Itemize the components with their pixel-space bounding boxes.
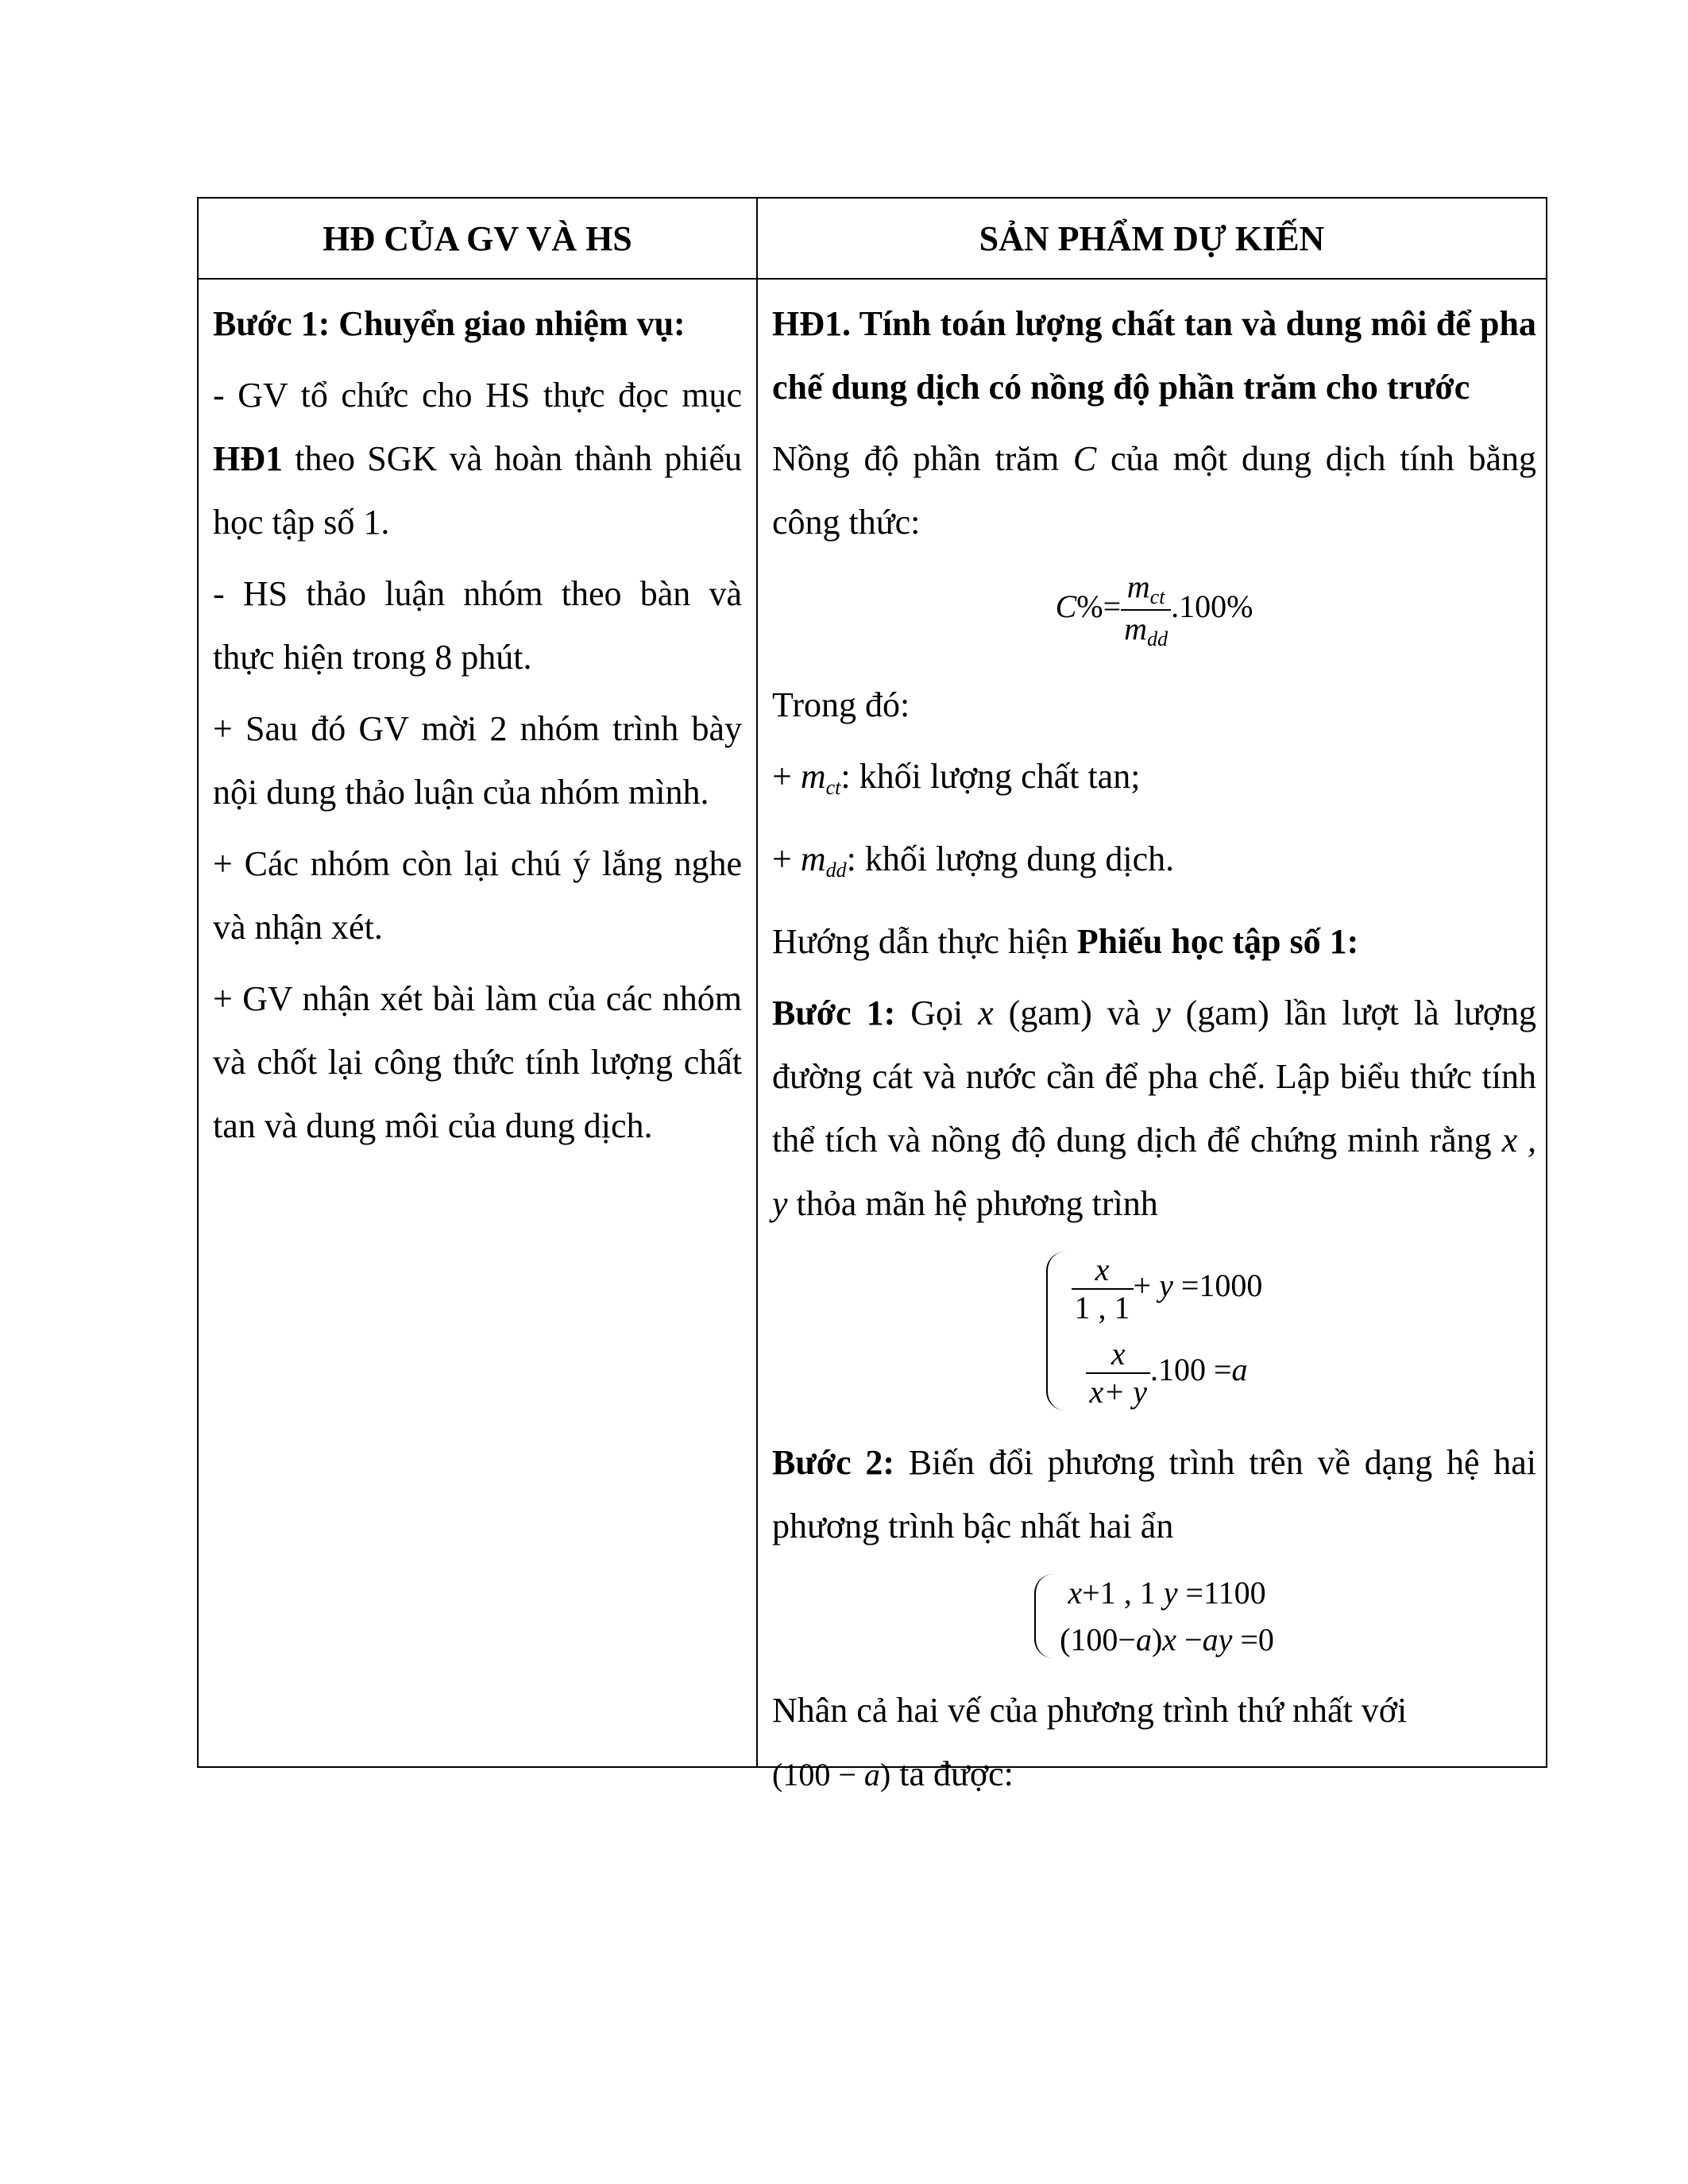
def1-text: : khối lượng chất tan;	[840, 756, 1141, 796]
multiply-paragraph	[772, 1679, 1536, 1807]
equation-system-1	[1046, 1252, 1263, 1410]
def2-sub: dd	[825, 858, 847, 882]
left-step1-title: Bước 1: Chuyển giao nhiệm vụ:	[213, 304, 686, 343]
intro-paragraph	[772, 427, 1536, 554]
intro-text-end: của một dung dịch tính bằng công thức:	[772, 439, 1536, 542]
formula-fraction	[1121, 569, 1171, 651]
formula-denominator: m	[1124, 610, 1148, 646]
step1-var-x: x	[978, 993, 994, 1032]
formula-lhs: C	[1055, 588, 1077, 625]
sys1-r2-num: x	[1111, 1335, 1126, 1372]
sys1-r1-plus: +	[1133, 1267, 1152, 1303]
left-p1-bold: HĐ1	[213, 439, 283, 478]
sys1-r1-num: x	[1095, 1251, 1110, 1287]
right-step1	[772, 982, 1536, 1236]
step1-text-a: Gọi	[895, 993, 979, 1032]
guide-text: Hướng dẫn thực hiện	[772, 921, 1077, 961]
left-p1-text-end: theo SGK và hoàn thành phiếu học tập số 1.	[213, 439, 742, 542]
step2-label: Bước 2:	[772, 1442, 895, 1482]
system-2-row-2	[1060, 1621, 1274, 1658]
system-1-wrapper	[772, 1244, 1536, 1431]
step2-text: Biến đổi phương trình trên về dạng hệ hai phương trình bậc nhất hai ẩn	[772, 1442, 1537, 1545]
right-step2	[772, 1431, 1536, 1558]
sys1-frac-1	[1072, 1252, 1134, 1326]
guide-bold: Phiếu học tập số 1:	[1076, 921, 1359, 961]
activity-table	[197, 197, 1547, 1793]
step1-var-y: y	[1155, 993, 1171, 1032]
formula-denominator-sub: dd	[1147, 627, 1168, 650]
system-1-rows	[1072, 1252, 1263, 1410]
sys2-r1-end: =1100	[1177, 1574, 1266, 1611]
right-column	[772, 292, 1536, 1815]
left-paragraph-2: - HS thảo luận nhóm theo bàn và thực hiện trong 8 phút.	[213, 574, 742, 677]
def1-plus: +	[772, 756, 801, 796]
multiply-tail: ta được:	[890, 1754, 1014, 1793]
multiply-text: Nhân cả hai vế của phương trình thứ nhất với	[772, 1690, 1408, 1730]
header-right: SẢN PHẨM DỰ KIẾN	[979, 218, 1325, 258]
sys1-frac-2	[1086, 1336, 1150, 1410]
mult-num: 100 −	[782, 1756, 864, 1792]
guide-line	[772, 910, 1536, 974]
sys2-r2-num: 100−	[1070, 1621, 1136, 1657]
sys1-r1-eq: =1000	[1172, 1267, 1263, 1303]
step1-var-xy: x , y	[772, 1120, 1537, 1223]
step1-text-c: (gam) lần lượt là lượng đường cát và nước cần để pha chế. Lập biểu thức tính thể tích và nồng độ dung dịch để chứng minh rằng	[772, 993, 1536, 1160]
step1-label: Bước 1:	[772, 993, 896, 1032]
definition-mct	[772, 745, 1536, 820]
sys1-r2-tail: .100 =	[1149, 1351, 1232, 1387]
header-divider	[199, 278, 1546, 280]
system-2-wrapper	[772, 1566, 1536, 1679]
sys1-r1-y: y	[1151, 1267, 1173, 1303]
step1-text-d: thỏa mãn hệ phương trình	[787, 1183, 1158, 1223]
intro-text: Nồng độ phần trăm	[772, 439, 1073, 478]
multiply-expression	[772, 1757, 890, 1792]
hd1-title: HĐ1. Tính toán lượng chất tan và dung môi để pha chế dung dịch có nồng độ phần trăm cho trước	[772, 304, 1536, 407]
sys2-r1-x: x	[1068, 1574, 1083, 1611]
def1-sub: ct	[825, 775, 841, 799]
sys1-r2-a: a	[1231, 1351, 1248, 1387]
equation-system-2	[1034, 1574, 1274, 1658]
mult-a: a	[863, 1756, 880, 1792]
step1-text-b: (gam) và	[993, 993, 1156, 1032]
system-1-brace	[1046, 1252, 1065, 1410]
formula-tail: .100%	[1171, 588, 1253, 625]
def1-var: m	[800, 756, 826, 796]
sys2-r2-minus: −	[1176, 1621, 1203, 1657]
system-2-row-1	[1060, 1574, 1274, 1611]
trong-do: Trong đó:	[772, 685, 910, 724]
sys1-r1-den: 1 , 1	[1072, 1288, 1134, 1326]
header-left: HĐ CỦA GV VÀ HS	[323, 218, 632, 258]
left-p1-text: - GV tổ chức cho HS thực đọc mục	[213, 376, 742, 415]
formula-numerator: m	[1126, 569, 1150, 604]
formula-numerator-sub: ct	[1149, 585, 1165, 608]
system-2-rows	[1060, 1574, 1274, 1658]
sys2-r1-y: y	[1163, 1574, 1178, 1611]
sys1-r2-den: x+ y	[1086, 1372, 1150, 1410]
sys2-r2-open: (	[1060, 1621, 1071, 1657]
sys2-r2-a: a	[1135, 1621, 1152, 1657]
left-paragraph-4: + Các nhóm còn lại chú ý lắng nghe và nhận xét.	[213, 844, 742, 947]
sys2-r2-x: x	[1162, 1621, 1177, 1657]
left-paragraph-5: + GV nhận xét bài làm của các nhóm và chốt lại công thức tính lượng chất tan và dung môi của dung dịch.	[213, 979, 742, 1145]
system-1-row-1	[1072, 1252, 1263, 1326]
left-column	[213, 292, 742, 1166]
left-paragraph-3: + Sau đó GV mời 2 nhóm trình bày nội dung thảo luận của nhóm mình.	[213, 709, 742, 812]
def2-plus: +	[772, 839, 801, 878]
def2-text: : khối lượng dung dịch.	[846, 839, 1175, 878]
system-2-brace	[1034, 1574, 1053, 1658]
formula-percent-equals: %=	[1076, 588, 1122, 625]
concentration-formula	[772, 569, 1536, 651]
sys2-r2-end: =0	[1232, 1621, 1274, 1657]
sys2-r1-mid: +1 , 1	[1082, 1574, 1164, 1611]
column-divider	[756, 199, 758, 1766]
mult-open: (	[772, 1756, 783, 1792]
sys2-r2-close: )	[1151, 1621, 1163, 1657]
mult-close: )	[879, 1756, 891, 1792]
left-paragraph-1	[213, 364, 742, 554]
system-1-row-2	[1072, 1336, 1263, 1410]
sys2-r2-ay: ay	[1202, 1621, 1233, 1657]
definition-mdd	[772, 828, 1536, 902]
intro-variable: C	[1072, 439, 1097, 478]
def2-var: m	[800, 839, 826, 878]
